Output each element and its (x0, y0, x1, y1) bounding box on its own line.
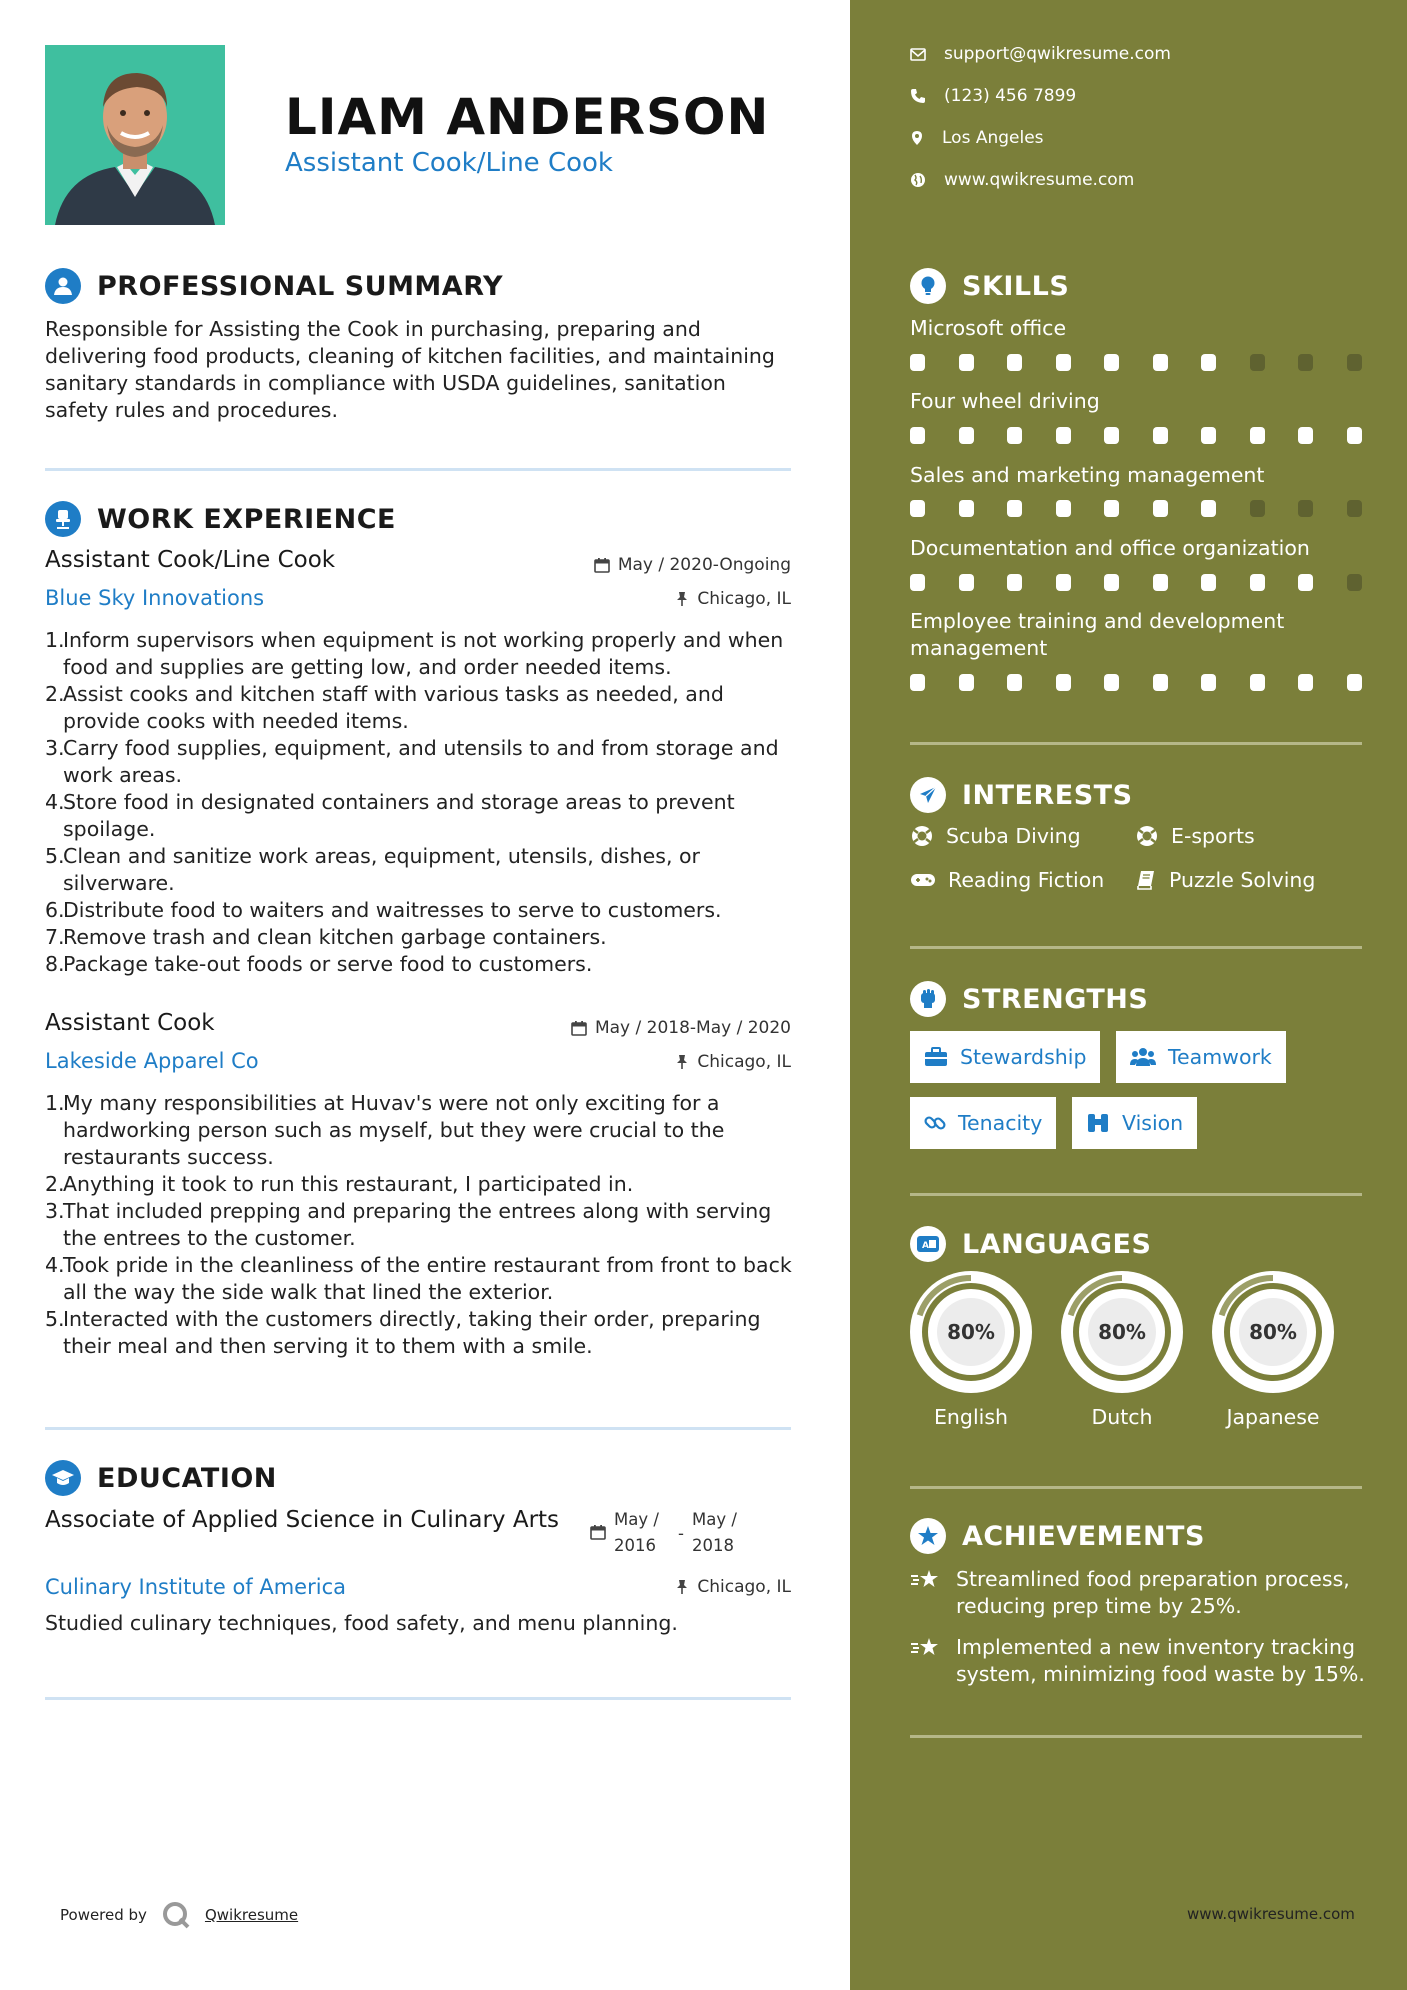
contact-email[interactable] (910, 44, 1171, 64)
achievement-item: Implemented a new inventory tracking system, minimizing food waste by 15%. (910, 1634, 1370, 1688)
fist-icon (910, 981, 946, 1017)
candidate-title: Assistant Cook/Line Cook (285, 148, 613, 178)
interest-item: E-sports (1135, 824, 1255, 848)
skill-dot-filled (1007, 354, 1022, 371)
skill-dot-empty (1347, 354, 1362, 371)
skill-dot-filled (959, 574, 974, 591)
languages-title: LANGUAGES (962, 1228, 1152, 1260)
education-school: Culinary Institute of America (45, 1575, 346, 1599)
achievement-item: Streamlined food preparation process, reducing prep time by 25%. (910, 1566, 1370, 1620)
duty-item: 8. Package take-out foods or serve food to customers. (45, 952, 593, 976)
calendar-icon (590, 1524, 606, 1540)
contact-phone-text: (123) 456 7899 (944, 86, 1077, 106)
skills-title: SKILLS (962, 270, 1070, 302)
link-icon (924, 1112, 946, 1134)
job-duties-list (45, 627, 800, 978)
calendar-icon (571, 1020, 587, 1036)
job-dates (594, 555, 791, 575)
job-company: Blue Sky Innovations (45, 586, 265, 610)
shooting-star-icon (910, 1636, 940, 1660)
skill-dot-filled (1201, 354, 1216, 371)
skill-name: Microsoft office (910, 316, 1067, 340)
skill-dot-filled (1347, 674, 1362, 691)
skill-dot-filled (1250, 427, 1265, 444)
education-title: EDUCATION (97, 1462, 277, 1494)
language-progress-ring (910, 1271, 1032, 1393)
language-name: Dutch (1091, 1405, 1153, 1429)
person-avatar-icon (45, 45, 225, 225)
skill-dot-empty (1298, 500, 1313, 517)
skill-dot-filled (1153, 354, 1168, 371)
contact-website[interactable] (910, 170, 1134, 190)
paper-plane-icon (910, 777, 946, 813)
skill-dot-filled (910, 354, 925, 371)
pushpin-icon (675, 1054, 689, 1070)
skill-name: Employee training and development management (910, 609, 1285, 660)
skill-dot-filled (959, 354, 974, 371)
duty-item: 2. Assist cooks and kitchen staff with various tasks as needed, and provide cooks with needed items. (45, 682, 724, 733)
language-name: Japanese (1226, 1405, 1320, 1429)
skill-dot-filled (1347, 427, 1362, 444)
skill-dot-filled (1104, 674, 1119, 691)
duty-item: 7. Remove trash and clean kitchen garbage containers. (45, 925, 607, 949)
summary-title: PROFESSIONAL SUMMARY (97, 270, 504, 302)
skill-name: Documentation and office organization (910, 536, 1310, 560)
experience-heading (45, 501, 396, 537)
skill-dot-filled (1298, 427, 1313, 444)
skill-dot-filled (1153, 574, 1168, 591)
interest-item: Puzzle Solving (1135, 868, 1315, 892)
summary-heading (45, 268, 503, 304)
section-divider (45, 1697, 791, 1700)
skill-dot-filled (910, 674, 925, 691)
skill-dot-filled (959, 500, 974, 517)
skill-dot-filled (1153, 427, 1168, 444)
skill-dot-filled (1104, 500, 1119, 517)
svg-text:A: A (922, 1241, 929, 1251)
contact-email-text: support@qwikresume.com (944, 44, 1171, 64)
globe-icon (910, 172, 926, 188)
skills-heading (910, 268, 1069, 304)
job-location (675, 1052, 791, 1072)
duty-item: 1. Inform supervisors when equipment is not working properly and when food and supplies are getting low, and order needed items. (45, 628, 784, 679)
languages-heading (910, 1226, 1151, 1262)
skill-dot-empty (1347, 574, 1362, 591)
book-icon (1135, 869, 1157, 891)
duty-item: 3. That included prepping and preparing the entrees along with serving the entrees to the customer. (45, 1199, 772, 1250)
skill-dot-filled (959, 674, 974, 691)
section-divider (910, 1193, 1362, 1196)
job-location-text: Chicago, IL (697, 589, 791, 609)
interest-item: Scuba Diving (910, 824, 1081, 848)
education-end: May / 2018 (691, 1510, 737, 1555)
skill-dot-filled (959, 427, 974, 444)
interest-item: Reading Fiction (910, 868, 1104, 892)
skill-rating (910, 574, 1362, 591)
contact-website-text: www.qwikresume.com (944, 170, 1135, 190)
duty-item: 2. Anything it took to run this restaurant, I participated in. (45, 1172, 634, 1196)
education-dates (590, 1507, 748, 1559)
summary-text: Responsible for Assisting the Cook in purchasing, preparing and delivering food products, cleaning of kitchen facilities, and maintaining sanitary standards in compliance with USDA guidelines, sanitation safety rules and procedures. (45, 317, 775, 422)
skill-name: Sales and marketing management (910, 463, 1265, 487)
skill-dot-filled (1007, 427, 1022, 444)
envelope-icon (910, 48, 926, 61)
experience-title: WORK EXPERIENCE (97, 503, 396, 535)
office-chair-icon (45, 501, 81, 537)
language-item (1212, 1271, 1334, 1429)
skill-dot-filled (1201, 500, 1216, 517)
map-pin-icon (910, 130, 924, 146)
job-title: Assistant Cook (45, 1010, 215, 1036)
skill-dot-filled (1104, 427, 1119, 444)
skill-dot-filled (1201, 427, 1216, 444)
interests-title: INTERESTS (962, 779, 1133, 811)
duty-item: 4. Took pride in the cleanliness of the entire restaurant from front to back all the way the side walk that lined the exterior. (45, 1253, 792, 1304)
skill-dot-filled (1056, 354, 1071, 371)
shooting-star-icon (910, 1568, 940, 1592)
skill-rating (910, 427, 1362, 444)
language-item (910, 1271, 1032, 1429)
duty-item: 1. My many responsibilities at Huvav's were not only exciting for a hardworking person such as myself, but they were crucial to the restaurants success. (45, 1091, 725, 1169)
duty-item: 5. Interacted with the customers directly, taking their order, preparing their meal and then serving it to them with a smile. (45, 1307, 761, 1358)
contact-location-text: Los Angeles (942, 128, 1044, 148)
duty-item: 3. Carry food supplies, equipment, and utensils to and from storage and work areas. (45, 736, 779, 787)
education-heading (45, 1460, 277, 1496)
skill-dot-filled (1250, 574, 1265, 591)
language-percent: 80% (937, 1298, 1005, 1366)
job-dates-text: May / 2020-Ongoing (617, 555, 791, 575)
job-dates (571, 1018, 791, 1038)
achievements-heading (910, 1518, 1205, 1554)
section-divider (910, 946, 1362, 949)
skill-dot-filled (1007, 500, 1022, 517)
skill-dot-filled (1056, 674, 1071, 691)
sidebar (850, 0, 1407, 1990)
phone-icon (910, 88, 926, 104)
education-location-text: Chicago, IL (697, 1577, 791, 1597)
education-degree: Associate of Applied Science in Culinary Arts (45, 1507, 560, 1533)
contact-phone[interactable] (910, 86, 1076, 106)
pushpin-icon (675, 1579, 689, 1595)
skill-rating (910, 354, 1362, 371)
skill-dot-empty (1250, 500, 1265, 517)
skill-rating (910, 500, 1362, 517)
job-dates-text: May / 2018-May / 2020 (594, 1018, 791, 1038)
skill-dot-empty (1298, 354, 1313, 371)
section-divider (910, 1735, 1362, 1738)
skill-dot-filled (1104, 574, 1119, 591)
skill-dot-filled (1056, 574, 1071, 591)
skill-dot-filled (1056, 427, 1071, 444)
skill-dot-filled (1298, 674, 1313, 691)
user-icon (45, 268, 81, 304)
skill-dot-filled (910, 427, 925, 444)
footer-website[interactable]: www.qwikresume.com (1187, 1905, 1355, 1923)
language-item (1061, 1271, 1183, 1429)
language-progress-ring (1061, 1271, 1183, 1393)
education-start: May / 2016 (614, 1510, 659, 1555)
strength-chip: Stewardship (910, 1031, 1100, 1083)
strength-chip: Teamwork (1116, 1031, 1286, 1083)
interests-heading (910, 777, 1133, 813)
skill-dot-filled (1153, 674, 1168, 691)
lifebuoy-icon (1135, 824, 1159, 848)
duty-item: 4. Store food in designated containers and storage areas to prevent spoilage. (45, 790, 735, 841)
star-badge-icon (910, 1518, 946, 1554)
education-location (675, 1577, 791, 1597)
lightbulb-icon (910, 268, 946, 304)
skill-dot-filled (1201, 574, 1216, 591)
qwikresume-logo-icon (161, 1900, 191, 1930)
skill-dot-filled (1104, 354, 1119, 371)
skill-dot-filled (910, 500, 925, 517)
skill-dot-filled (910, 574, 925, 591)
section-divider (910, 1486, 1362, 1489)
job-title: Assistant Cook/Line Cook (45, 547, 336, 573)
skill-name: Four wheel driving (910, 389, 1100, 413)
skill-dot-empty (1250, 354, 1265, 371)
achievements-title: ACHIEVEMENTS (962, 1520, 1205, 1552)
users-icon (1130, 1047, 1156, 1067)
language-percent: 80% (1239, 1298, 1307, 1366)
duty-item: 5. Clean and sanitize work areas, equipment, utensils, dishes, or silverware. (45, 844, 700, 895)
binoculars-icon (1086, 1112, 1110, 1134)
gamepad-icon (910, 871, 936, 889)
language-progress-ring (1212, 1271, 1334, 1393)
qwikresume-link[interactable]: Qwikresume (204, 1906, 299, 1924)
strength-chip: Tenacity (910, 1097, 1056, 1149)
footer-powered-by (60, 1900, 298, 1930)
language-icon (910, 1226, 946, 1262)
skill-dot-filled (1250, 674, 1265, 691)
skill-dot-filled (1007, 674, 1022, 691)
briefcase-icon (924, 1047, 948, 1067)
duty-item: 6. Distribute food to waiters and waitresses to serve to customers. (45, 898, 722, 922)
contact-location (910, 128, 1044, 148)
graduation-cap-icon (45, 1460, 81, 1496)
skill-dot-filled (1056, 500, 1071, 517)
education-description: Studied culinary techniques, food safety, and menu planning. (45, 1611, 678, 1635)
skill-dot-filled (1007, 574, 1022, 591)
calendar-icon (594, 557, 610, 573)
date-separator: - (678, 1524, 684, 1543)
skill-dot-filled (1201, 674, 1216, 691)
job-location-text: Chicago, IL (697, 1052, 791, 1072)
language-name: English (933, 1405, 1009, 1429)
skill-dot-filled (1298, 574, 1313, 591)
skill-dot-filled (1153, 500, 1168, 517)
section-divider (910, 742, 1362, 745)
powered-by-label: Powered by (60, 1906, 147, 1924)
section-divider (45, 468, 791, 471)
strengths-title: STRENGTHS (962, 983, 1149, 1015)
language-percent: 80% (1088, 1298, 1156, 1366)
candidate-name: LIAM ANDERSON (285, 88, 770, 146)
section-divider (45, 1427, 791, 1430)
lifebuoy-icon (910, 824, 934, 848)
strengths-heading (910, 981, 1148, 1017)
skill-rating (910, 674, 1362, 691)
pushpin-icon (675, 591, 689, 607)
skill-dot-empty (1347, 500, 1362, 517)
job-company: Lakeside Apparel Co (45, 1049, 259, 1073)
job-duties-list (45, 1090, 800, 1360)
strength-chip: Vision (1072, 1097, 1197, 1149)
job-location (675, 589, 791, 609)
profile-photo (45, 45, 225, 225)
